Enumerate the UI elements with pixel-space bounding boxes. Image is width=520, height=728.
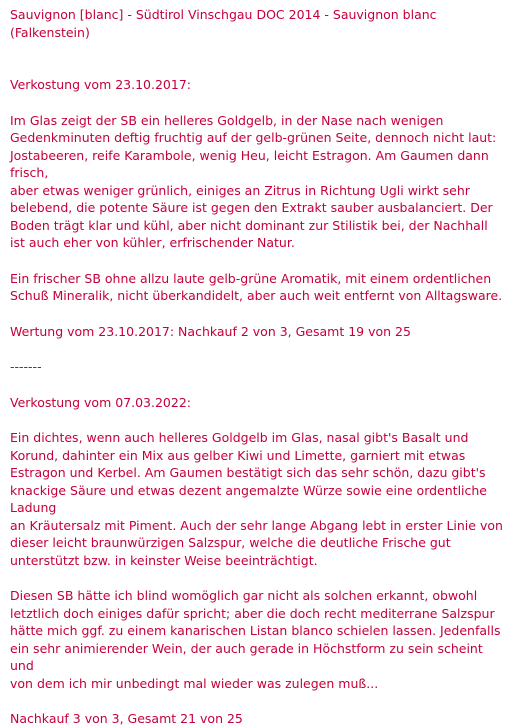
tasting-1-heading: Verkostung vom 23.10.2017: [10,77,191,92]
text-line: Estragon und Kerbel. Am Gaumen bestätigt sich das sehr schön, dazu gibt's [10,465,486,480]
text-line: belebend, die potente Säure ist gegen den Extrakt sauber ausbalanciert. Der [10,200,493,215]
tasting-2-rating: Nachkauf 3 von 3, Gesamt 21 von 25 [10,711,243,726]
text-line: Ein frischer SB ohne allzu laute gelb-grüne Aromatik, mit einem ordentlichen [10,270,492,286]
text-line: Ein dichtes, wenn auch helleres Goldgelb im Glas, nasal gibt's Basalt und [10,430,469,445]
tasting-1-paragraph-2 [10,270,510,305]
text-line: Jostabeeren, reife Karambole, wenig Heu, leicht Estragon. Am Gaumen dann frisch, [10,147,489,180]
text-line: unterstützt bzw. in keinster Weise beeinträchtigt. [10,552,318,568]
text-line: hätte mich ggf. zu einem kanarischen Listan blanco schielen lassen. Jedenfalls [10,623,501,638]
tasting-2-heading: Verkostung vom 07.03.2022: [10,394,191,410]
tasting-1-rating: Wertung vom 23.10.2017: Nachkauf 2 von 3, Gesamt 19 von 25 [10,323,411,339]
tasting-1-paragraph-1 [10,112,510,252]
text-line: aber etwas weniger grünlich, einiges an Zitrus in Richtung Ugli wirkt sehr [10,182,470,198]
text-line: Schuß Mineralik, nicht überkandidelt, aber auch weit entfernt von Alltagsware. [10,288,503,303]
text-line: Gedenkminuten deftig fruchtig auf der gelb-grünen Seite, dennoch nicht laut: [10,130,497,145]
tasting-2-paragraph-1 [10,429,510,569]
text-line: dieser leicht braunwürzigen Salzspur, welche die deutliche Frische gut [10,535,451,550]
tasting-2-paragraph-2 [10,587,510,692]
text-line: letztlich doch einiges dafür spricht; aber die doch recht mediterrane Salzspur [10,605,495,621]
text-line: ein sehr animierender Wein, der auch gerade in Höchstform zu sein scheint und [10,640,483,673]
page-title: Sauvignon [blanc] - Südtirol Vinschgau DOC 2014 - Sauvignon blanc (Falkenstein) [10,7,437,40]
separator: ------- [10,359,42,374]
text-line: Boden trägt klar und kühl, aber nicht dominant zur Stilistik bei, der Nachhall [10,217,488,233]
text-line: Im Glas zeigt der SB ein helleres Goldgelb, in der Nase nach wenigen [10,112,444,128]
text-line: knackige Säure und etwas dezent angemalzte Würze sowie eine ordentliche Ladung [10,482,487,515]
text-line: Diesen SB hätte ich blind womöglich gar nicht als solchen erkannt, obwohl [10,588,478,603]
text-line: ist auch eher von kühler, erfrischender Natur. [10,235,295,250]
text-line: Korund, dahinter ein Mix aus gelber Kiwi und Limette, garniert mit etwas [10,447,466,463]
text-line: von dem ich mir unbedingt mal wieder was zulegen muß... [10,675,379,691]
text-line: an Kräutersalz mit Piment. Auch der sehr lange Abgang lebt in erster Linie von [10,517,503,533]
